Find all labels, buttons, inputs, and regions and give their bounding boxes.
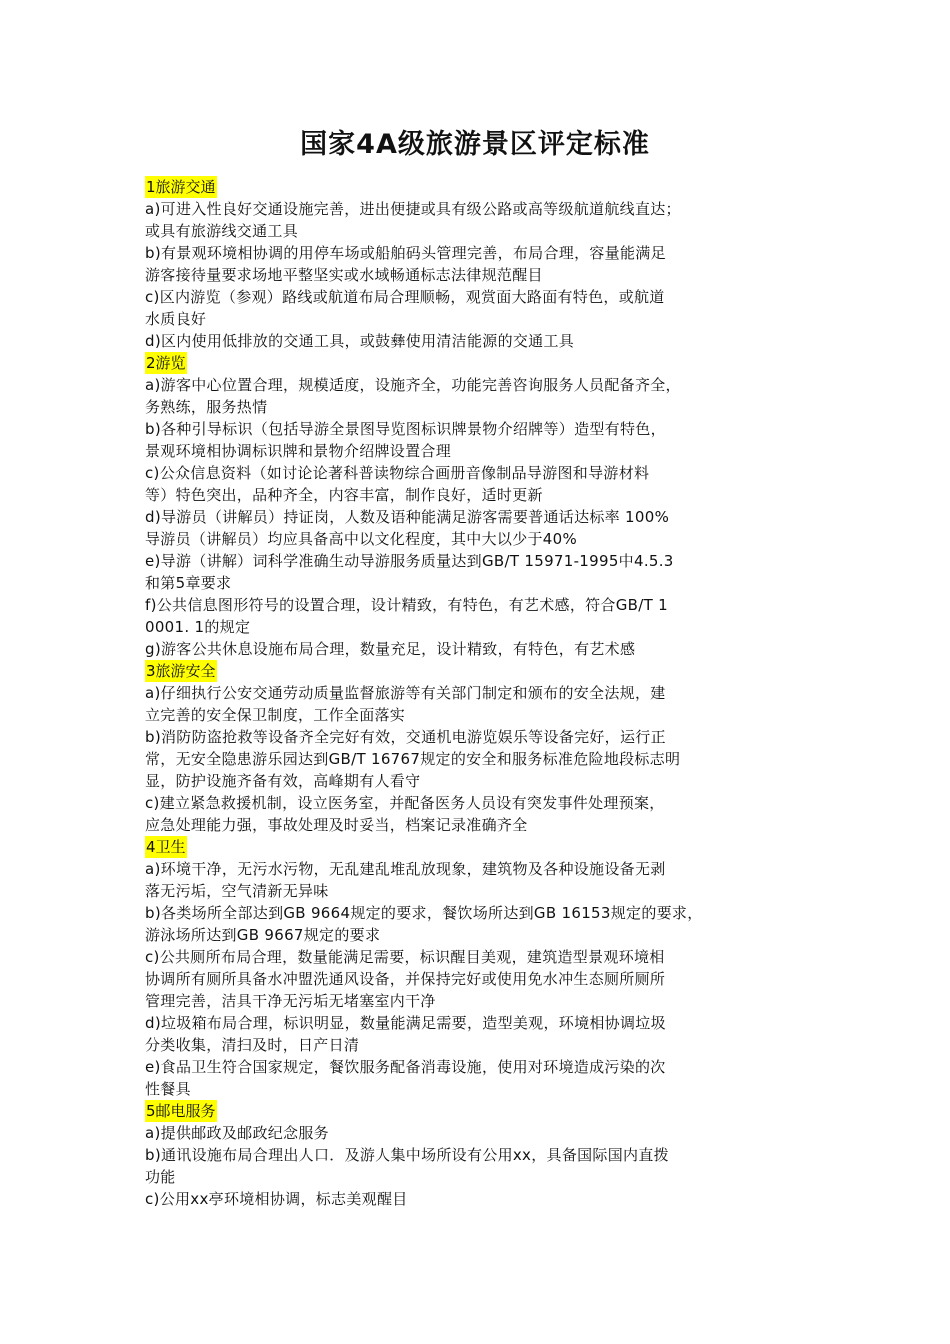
item-line: 游客接待量要求场地平整坚实或水域畅通标志法律规范醒目 (145, 266, 543, 284)
section-item (145, 242, 835, 286)
section-item (145, 1122, 835, 1144)
item-line: a)提供邮政及邮政纪念服务 (145, 1124, 329, 1142)
item-line: a)可进入性良好交通设施完善，进出便捷或具有级公路或高等级航道航线直达； (145, 200, 681, 218)
section-item (145, 198, 835, 242)
item-line: 协调所有厕所具备水冲盟洗通风设备，并保持完好或使用免水冲生态厕所厕所 (145, 970, 666, 988)
section-item (145, 682, 835, 726)
section-item (145, 374, 835, 418)
item-line: b)通讯设施布局合理出人口．及游人集中场所设有公用xx，具备国际国内直拨 (145, 1146, 669, 1164)
section-heading: 5邮电服务 (146, 1102, 216, 1120)
section-item (145, 1056, 835, 1100)
section-item (145, 462, 835, 506)
item-line: b)各类场所全部达到GB 9664规定的要求，餐饮场所达到GB 16153规定的要求， (145, 904, 703, 922)
item-line: 0001. 1的规定 (145, 618, 251, 636)
item-line: b)有景观环境相协调的用停车场或船舶码头管理完善，布局合理，容量能满足 (145, 244, 666, 262)
section-item (145, 594, 835, 638)
section-item (145, 792, 835, 836)
item-line: a)环境干净，无污水污物，无乱建乱堆乱放现象，建筑物及各种设施设备无剥 (145, 860, 666, 878)
section-item (145, 858, 835, 902)
item-line: g)游客公共休息设施布局合理，数量充足，设计精致，有特色，有艺术感 (145, 640, 636, 658)
section (145, 176, 835, 352)
item-line: 落无污垢，空气清新无异味 (145, 882, 329, 900)
section (145, 1100, 835, 1210)
item-line: c)建立紧急救援机制，设立医务室，并配备医务人员设有突发事件处理预案， (145, 794, 665, 812)
item-line: e)食品卫生符合国家规定，餐饮服务配备消毒设施，使用对环境造成污染的次 (145, 1058, 666, 1076)
item-line: d)垃圾箱布局合理，标识明显，数量能满足需要，造型美观，环境相协调垃圾 (145, 1014, 666, 1032)
section-item (145, 286, 835, 330)
section-item (145, 550, 835, 594)
section-item (145, 506, 835, 550)
item-line: 应急处理能力强，事故处理及时妥当，档案记录准确齐全 (145, 816, 528, 834)
item-line: 分类收集，清扫及时，日产日清 (145, 1036, 360, 1054)
document-title: 国家4A级旅游景区评定标准 (300, 129, 650, 160)
section-heading: 4卫生 (146, 838, 186, 856)
item-line: 常，无安全隐患游乐园达到GB/T 16767规定的安全和服务标准危险地段标志明 (145, 750, 681, 768)
section-heading: 3旅游安全 (146, 662, 216, 680)
item-line: 性餐具 (145, 1080, 191, 1098)
section-item (145, 1012, 835, 1056)
item-line: c)公众信息资料（如讨论论著科普读物综合画册音像制品导游图和导游材料 (145, 464, 650, 482)
item-line: d)区内使用低排放的交通工具，或鼓彝使用清洁能源的交通工具 (145, 332, 575, 350)
section-item (145, 1188, 835, 1210)
item-line: c)公共厕所布局合理，数量能满足需要，标识醒目美观，建筑造型景观环境相 (145, 948, 665, 966)
item-line: 游泳场所达到GB 9667规定的要求 (145, 926, 381, 944)
item-line: 管理完善，洁具干净无污垢无堵塞室内干净 (145, 992, 436, 1010)
item-line: 景观环境相协调标识牌和景物介绍牌设置合理 (145, 442, 452, 460)
section (145, 836, 835, 1100)
item-line: 和第5章要求 (145, 574, 232, 592)
item-line: d)导游员（讲解员）持证岗，人数及语种能满足游客需要普通话达标率 100% (145, 508, 670, 526)
section-item (145, 726, 835, 792)
item-line: a)仔细执行公安交通劳动质量监督旅游等有关部门制定和颁布的安全法规，建 (145, 684, 666, 702)
section (145, 352, 835, 660)
item-line: 水质良好 (145, 310, 207, 328)
item-line: 功能 (145, 1168, 176, 1186)
item-line: c)公用xx亭环境相协调，标志美观醒目 (145, 1190, 408, 1208)
section-item (145, 902, 835, 946)
item-line: 或具有旅游线交通工具 (145, 222, 299, 240)
section-item (145, 330, 835, 352)
section-heading: 1旅游交通 (146, 178, 216, 196)
item-line: e)导游（讲解）词科学准确生动导游服务质量达到GB/T 15971-1995中4.5.3 (145, 552, 674, 570)
section-item (145, 946, 835, 1012)
section-heading: 2游览 (146, 354, 186, 372)
section-item (145, 418, 835, 462)
item-line: c)区内游览（参观）路线或航道布局合理顺畅，观赏面大路面有特色，或航道 (145, 288, 665, 306)
section-item (145, 1144, 835, 1188)
item-line: 务熟练，服务热情 (145, 398, 268, 416)
item-line: 显，防护设施齐备有效，高峰期有人看守 (145, 772, 421, 790)
section-item (145, 638, 835, 660)
section (145, 660, 835, 836)
item-line: 导游员（讲解员）均应具备高中以文化程度，其中大以少于40% (145, 530, 578, 548)
item-line: f)公共信息图形符号的设置合理，设计精致，有特色，有艺术感，符合GB/T 1 (145, 596, 668, 614)
item-line: b)消防防盗抢救等设备齐全完好有效，交通机电游览娱乐等设备完好，运行正 (145, 728, 666, 746)
item-line: 等）特色突出，品种齐全，内容丰富，制作良好，适时更新 (145, 486, 543, 504)
item-line: a)游客中心位置合理，规模适度，设施齐全，功能完善咨询服务人员配备齐全， (145, 376, 681, 394)
item-line: b)各种引导标识（包括导游全景图导览图标识牌景物介绍牌等）造型有特色， (145, 420, 666, 438)
item-line: 立完善的安全保卫制度，工作全面落实 (145, 706, 406, 724)
document-body (145, 176, 835, 1210)
